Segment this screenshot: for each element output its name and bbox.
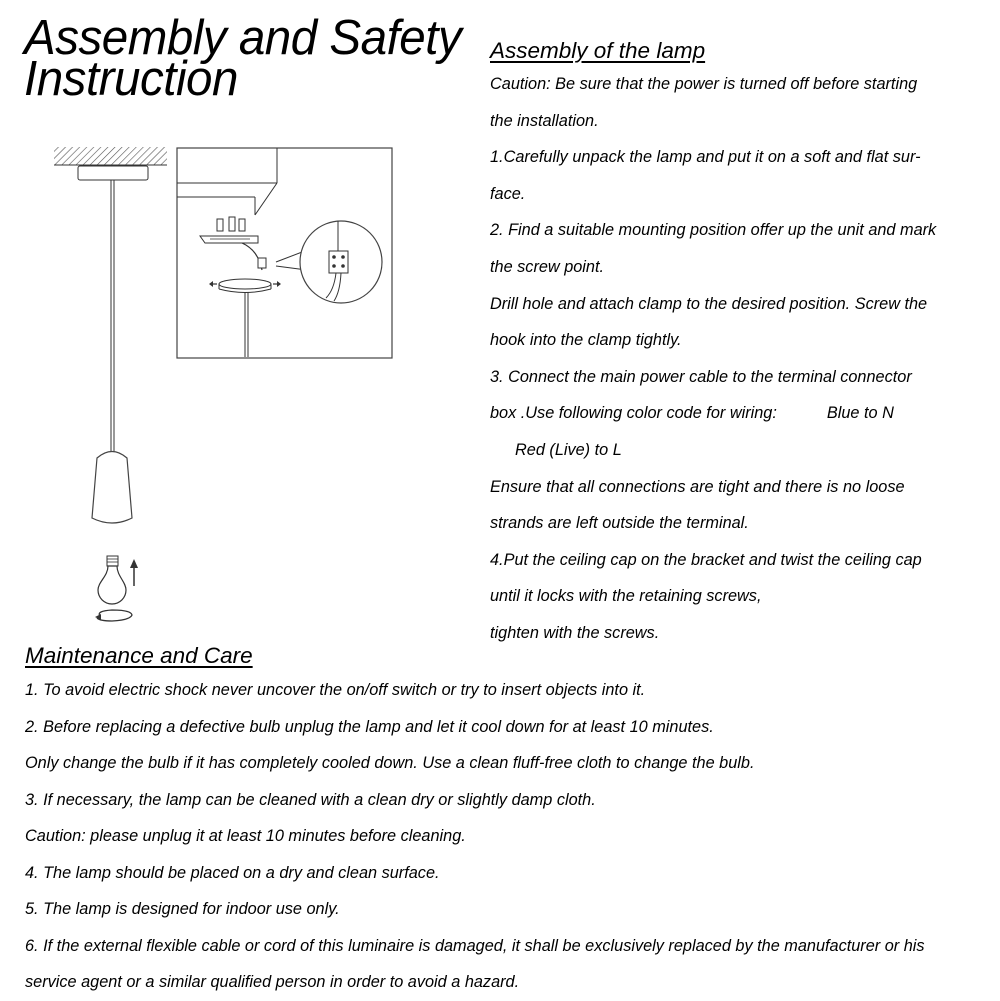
title-line-1: Assembly and Safety xyxy=(24,11,462,65)
maintenance-line: 6. If the external flexible cable or cord of this luminaire is damaged, it shall be exclusively replaced by the manufacturer or his xyxy=(25,936,925,955)
caution-line-1: Caution: Be sure that the power is turned off before starting xyxy=(490,75,918,93)
step-4-line-2: until it locks with the retaining screws, xyxy=(490,587,762,606)
maintenance-line: 5. The lamp is designed for indoor use only. xyxy=(25,900,340,918)
mounting-bracket xyxy=(200,236,258,243)
step-4-line-1: 4.Put the ceiling cap on the bracket and twist the ceiling cap xyxy=(490,550,922,569)
pendant-lamp-drawing xyxy=(54,147,167,523)
ensure-line-2: strands are left outside the terminal. xyxy=(490,514,749,533)
maintenance-section xyxy=(25,640,1000,1001)
lamp-shade xyxy=(92,452,132,524)
step-2-line-2: the screw point. xyxy=(490,257,605,276)
bulb-base xyxy=(107,556,118,566)
up-arrow-head xyxy=(130,559,138,568)
maintenance-line: 4. The lamp should be placed on a dry and clean surface. xyxy=(25,863,440,882)
step-1-line-1: 1.Carefully unpack the lamp and put it on a soft and flat sur- xyxy=(490,148,921,167)
bulb-replacement-drawing xyxy=(95,556,138,621)
maintenance-line: Caution: please unplug it at least 10 minutes before cleaning. xyxy=(25,827,466,845)
wiring-red: Red (Live) to L xyxy=(515,440,622,459)
terminal-block-zoom xyxy=(329,251,348,273)
assembly-heading: Assembly of the lamp xyxy=(490,38,706,63)
maintenance-line: Only change the bulb if it has completely cooled down. Use a clean fluff-free cloth to change the bulb. xyxy=(25,754,755,772)
step-2-line-1: 2. Find a suitable mounting position offer up the unit and mark xyxy=(490,221,937,240)
step-4-line-3: tighten with the screws. xyxy=(490,623,660,642)
maintenance-line: 2. Before replacing a defective bulb unplug the lamp and let it cool down for at least 10 minutes. xyxy=(25,717,714,736)
drill-line-1: Drill hole and attach clamp to the desired position. Screw the xyxy=(490,294,928,313)
step-3-line-1: 3. Connect the main power cable to the terminal connector xyxy=(490,367,912,386)
ceiling-hatch xyxy=(54,147,167,165)
maintenance-line: service agent or a similar qualified person in order to avoid a hazard. xyxy=(25,973,520,991)
step-3-line-2 xyxy=(490,395,1000,432)
maintenance-heading: Maintenance and Care xyxy=(25,643,253,668)
maintenance-line: 1. To avoid electric shock never uncover the on/off switch or try to insert objects into it. xyxy=(25,681,646,699)
canopy-detail xyxy=(219,279,271,289)
ceiling-mount-detail xyxy=(177,148,392,358)
bulb-glass xyxy=(98,566,126,604)
ensure-line-1: Ensure that all connections are tight and there is no loose xyxy=(490,477,905,496)
rotate-arrow xyxy=(97,610,132,621)
assembly-section xyxy=(490,36,1000,652)
maintenance-line: 3. If necessary, the lamp can be cleaned with a clean dry or slightly damp cloth. xyxy=(25,790,596,809)
illustrations xyxy=(0,0,480,640)
terminal-box xyxy=(258,258,266,268)
step-1-line-2: face. xyxy=(490,184,526,203)
wiring-intro: box .Use following color code for wiring: xyxy=(490,404,777,423)
wiring-blue: Blue to N xyxy=(826,404,894,423)
ceiling-canopy xyxy=(78,166,148,180)
drill-line-2: hook into the clamp tightly. xyxy=(490,331,682,350)
caution-line-2: the installation. xyxy=(490,111,599,130)
title-line-2: Instruction xyxy=(24,52,238,106)
